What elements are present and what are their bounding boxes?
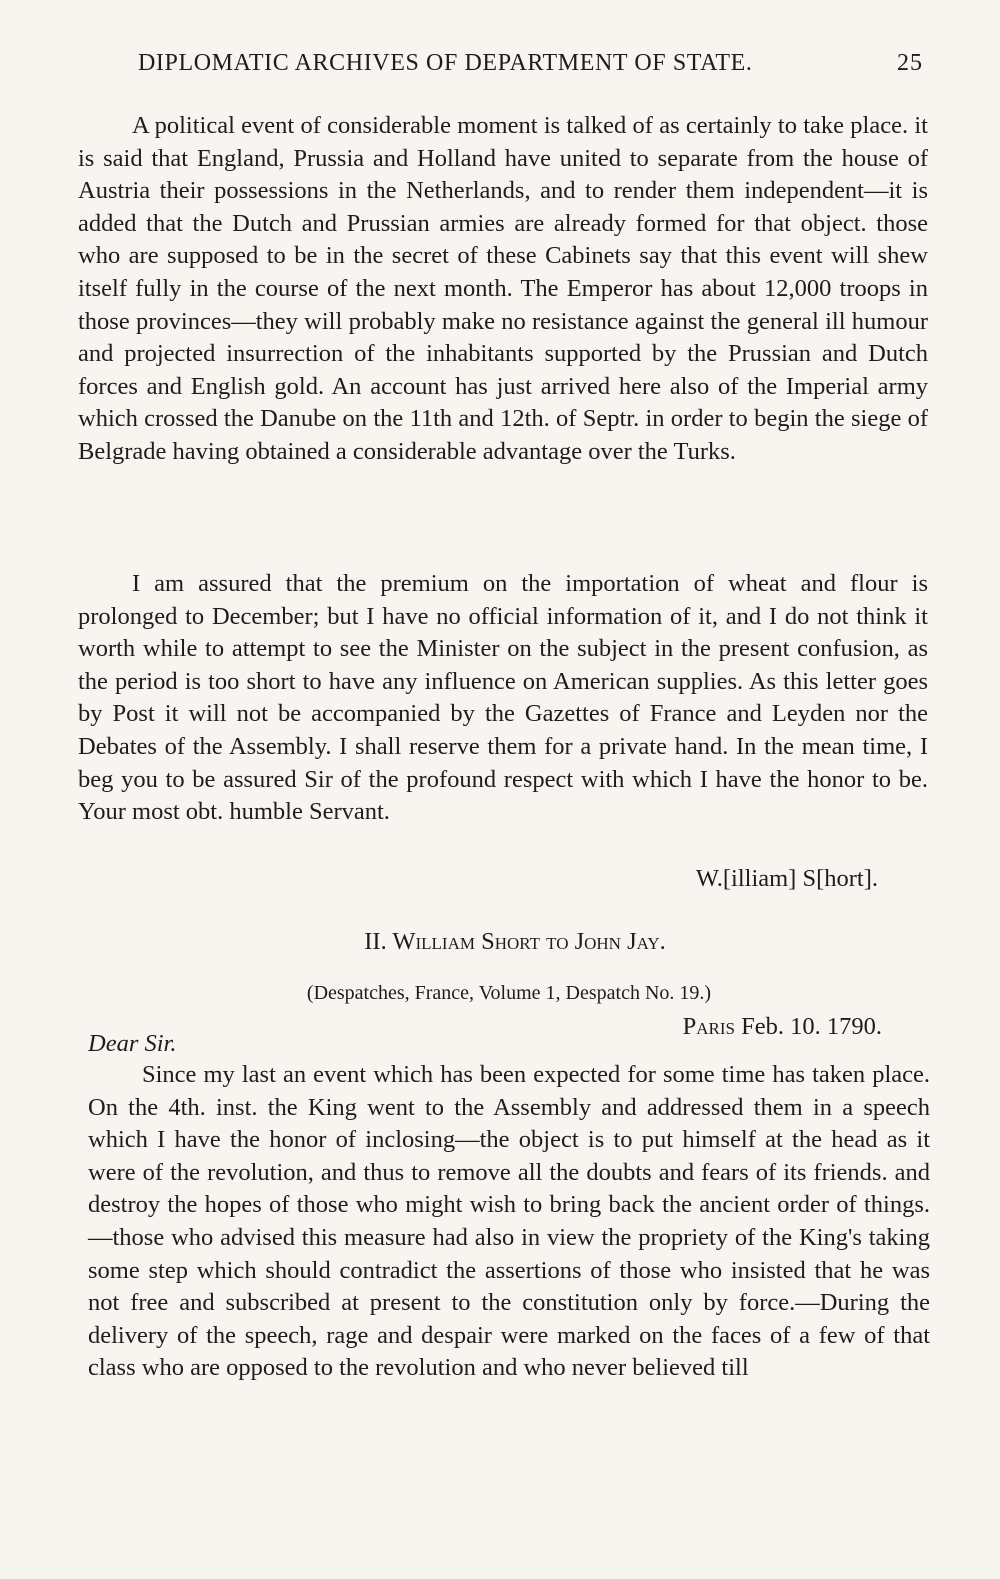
paragraph-wheat-premium: I am assured that the premium on the importation of wheat and flour is prolonged to December; but I have no official information of it, and I do not think it worth while to attempt to see the Minister on the subject in the present confusion, as the period is too short to have any influence on American supplies. As this letter goes by Post it will not be accompanied by the Gazettes of France and Leyden nor the Debates of the Assembly. I shall reserve them for a private hand. In the mean time, I beg you to be assured Sir of the profound respect with which I have the honor to be. Your most obt. humble Servant. bbox=[78, 570, 928, 826]
section-heading: II. William Short to John Jay. bbox=[364, 928, 666, 955]
page-number: 25 bbox=[897, 50, 923, 76]
dateline-date: Feb. 10. 1790. bbox=[741, 1013, 882, 1040]
source-note: (Despatches, France, Volume 1, Despatch No. 19.) bbox=[306, 982, 712, 1004]
dateline bbox=[683, 1013, 882, 1041]
dateline-place: Paris bbox=[682, 1013, 735, 1040]
running-title: DIPLOMATIC ARCHIVES OF DEPARTMENT OF STATE. bbox=[138, 50, 753, 76]
paragraph-political-event: A political event of considerable moment is talked of as certainly to take place. it is said that England, Prussia and Holland have united to separate from the house of Austria their possessions in the Netherlands, and to render them independent—it is added that the Dutch and Prussian armies are already formed for that object. those who are supposed to be in the secret of these Cabinets say that this event will shew itself fully in the course of the next month. The Emperor has about 12,000 troops in those provinces—they will probably make no resistance against the general ill humour and projected insurrection of the inhabitants supported by the Prussian and Dutch forces and English gold. An account has just arrived here also of the Imperial army which crossed the Danube on the 11th and 12th. of Septr. in order to begin the siege of Belgrade having obtained a considerable advantage over the Turks. bbox=[78, 112, 928, 465]
paragraph-king-speech: Since my last an event which has been expected for some time has taken place. On the 4th. inst. the King went to the Assembly and addressed them in a speech which I have the honor of inclosing—the object is to put himself at the head as it were of the revolution, and thus to remove all the doubts and fears of its friends. and destroy the hopes of those who might wish to bring back the ancient order of things.—those who advised this measure had also in view the propriety of the King's taking some step which should contradict the assertions of those who insisted that he was not free and subscribed at present to the constitution only by force.—During the delivery of the speech, rage and despair were marked on the faces of a few of that class who are opposed to the revolution and who never believed till bbox=[88, 1061, 930, 1382]
salutation: Dear Sir. bbox=[88, 1030, 177, 1057]
signature: W.[illiam] S[hort]. bbox=[695, 865, 878, 892]
